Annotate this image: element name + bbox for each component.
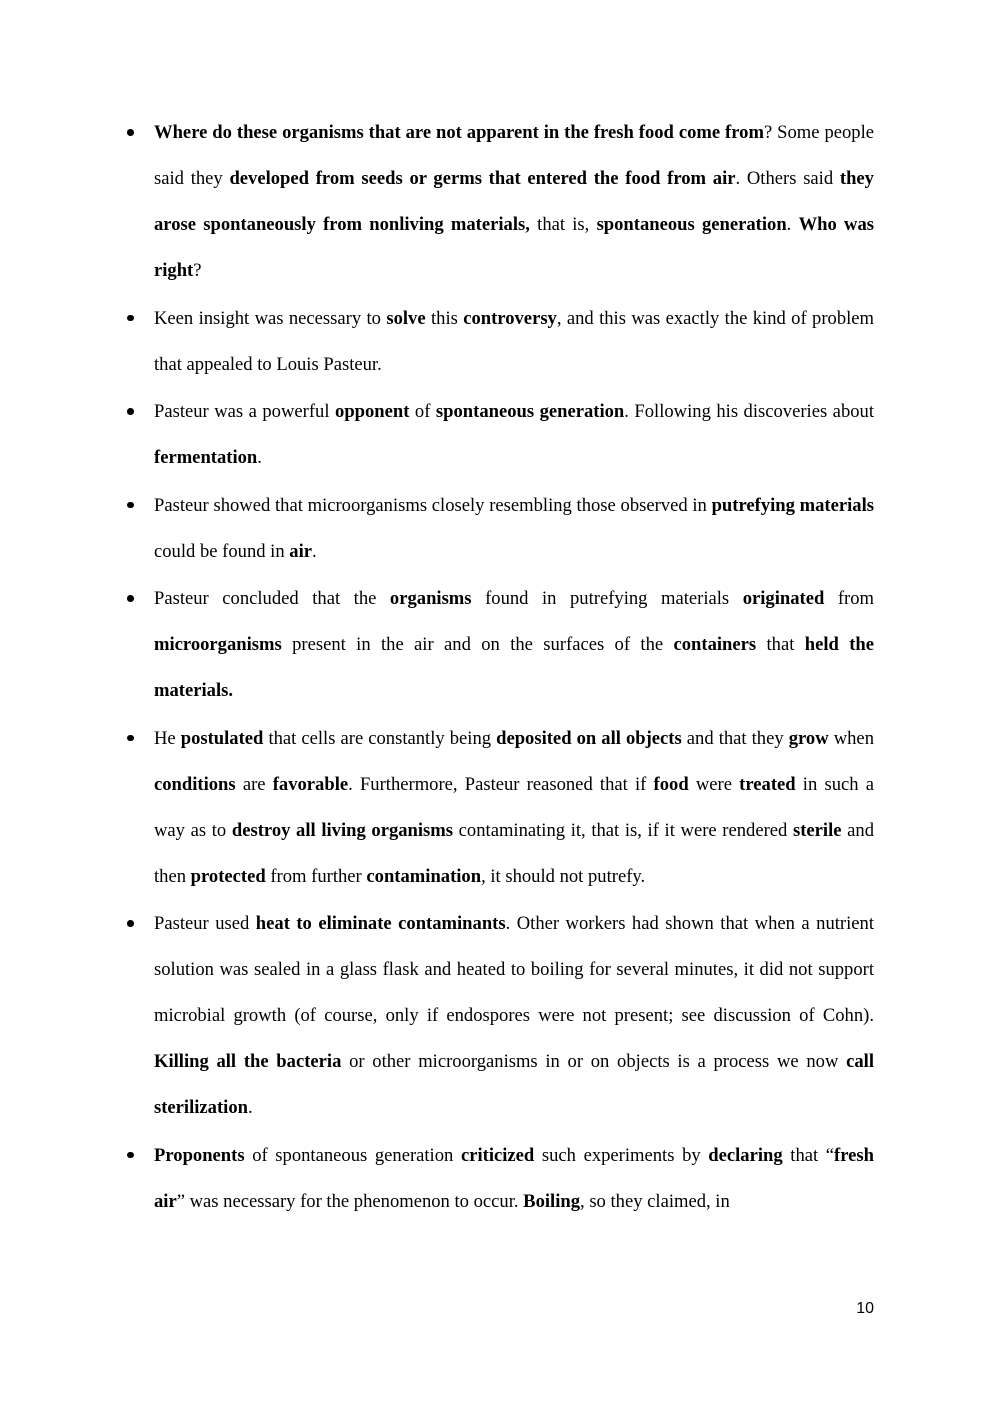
bold-text: criticized xyxy=(460,1144,535,1166)
body-text: He xyxy=(154,727,181,749)
bullet-item xyxy=(154,576,874,714)
bullet-dot-icon xyxy=(127,901,139,947)
body-text: of xyxy=(409,401,436,422)
body-text: ? xyxy=(193,260,202,281)
body-text: in such a way as to xyxy=(154,773,874,841)
bold-text: spontaneous generation xyxy=(435,401,625,422)
bold-text: favorable xyxy=(272,773,349,795)
body-text: Pasteur concluded that the xyxy=(154,588,390,609)
body-text: could be found in xyxy=(154,540,290,562)
body-text: present in the air and on the surfaces of the xyxy=(281,634,674,655)
bullet-item xyxy=(154,296,874,388)
body-text: . Furthermore, Pasteur reasoned that if xyxy=(348,773,654,795)
body-text: found in putrefying materials xyxy=(471,588,743,609)
bold-text: Who was right xyxy=(154,214,874,281)
page-number: 10 xyxy=(856,1300,874,1317)
body-text: . xyxy=(247,1097,253,1118)
bold-text: postulated xyxy=(180,727,264,749)
body-text: , it should not putrefy. xyxy=(481,865,646,887)
body-text: such experiments by xyxy=(534,1144,709,1166)
bullet-dot-icon xyxy=(127,296,139,342)
bold-text: conditions xyxy=(154,773,236,795)
bold-text: air xyxy=(289,540,313,562)
body-text: . xyxy=(312,540,317,562)
bullet-item xyxy=(154,110,874,294)
bold-text: treated xyxy=(739,773,796,795)
bold-text: destroy all living organisms xyxy=(231,819,454,841)
bold-text: food xyxy=(653,773,689,795)
bold-text: fermentation xyxy=(154,447,258,468)
body-text: . Other workers had shown that when a nutrient solution was sealed in a glass flask and heated to boiling for several minutes, it did not support microbial growth (of course, only if endospores were not present; see discussion of Cohn). xyxy=(154,913,874,1026)
bold-text: deposited on all objects xyxy=(496,727,682,749)
body-text: that xyxy=(756,634,805,655)
bold-text: contamination xyxy=(366,865,482,887)
bold-text: sterile xyxy=(792,819,842,841)
body-text: Pasteur used xyxy=(154,913,256,934)
bold-text: grow xyxy=(788,727,829,749)
bullet-item xyxy=(154,389,874,481)
bold-text: developed from seeds or germs that entered the food from air xyxy=(229,168,736,189)
body-text: of spontaneous generation xyxy=(244,1144,461,1166)
body-text: were xyxy=(688,773,740,795)
bold-text: solve xyxy=(386,307,426,329)
body-text: . Others said xyxy=(735,168,840,189)
body-text: Pasteur showed that microorganisms closely resembling those observed in xyxy=(154,494,712,516)
body-text: that cells are constantly being xyxy=(263,727,497,749)
bullet-dot-icon xyxy=(127,716,139,762)
bold-text: Boiling xyxy=(523,1190,581,1212)
bold-text: call sterilization xyxy=(154,1051,874,1118)
bold-text: heat to eliminate contaminants xyxy=(255,913,506,934)
bold-text: they arose spontaneously from nonliving materials, xyxy=(154,168,874,235)
body-text: and then xyxy=(154,819,875,887)
body-text: . Following his discoveries about xyxy=(624,401,874,422)
bullet-item xyxy=(154,483,874,575)
bullet-dot-icon xyxy=(127,1133,139,1179)
body-text: ? Some people said they xyxy=(154,122,875,189)
bullet-item xyxy=(154,901,874,1131)
body-text: . xyxy=(786,214,799,235)
body-text: and that they xyxy=(681,727,789,749)
bold-text: organisms xyxy=(389,588,472,609)
body-text: contaminating it, that is, if it were rendered xyxy=(453,819,793,841)
bold-text: fresh air xyxy=(154,1144,874,1212)
body-text: ” was necessary for the phenomenon to occur. xyxy=(176,1190,524,1212)
body-text: , so they claimed, in xyxy=(580,1190,730,1212)
bold-text: opponent xyxy=(335,401,410,422)
body-text: when xyxy=(828,727,874,749)
bold-text: held the materials. xyxy=(154,634,874,701)
body-text: that is, xyxy=(529,214,597,235)
bold-text: declaring xyxy=(708,1144,783,1166)
bullet-item xyxy=(154,716,874,900)
body-text: that “ xyxy=(782,1144,835,1166)
body-text: , and this was exactly the kind of problem that appealed to Louis Pasteur. xyxy=(154,307,874,375)
bold-text: microorganisms xyxy=(154,634,282,655)
bold-text: Killing all the bacteria xyxy=(154,1051,342,1072)
bullet-list xyxy=(154,110,874,1226)
bold-text: originated xyxy=(742,588,825,609)
body-text: . xyxy=(257,447,262,468)
body-text: from further xyxy=(265,865,367,887)
bold-text: Where do these organisms that are not apparent in the fresh food come from xyxy=(154,122,764,143)
body-text: Pasteur was a powerful xyxy=(154,401,336,422)
body-text: from xyxy=(824,588,874,609)
bullet-dot-icon xyxy=(127,483,139,529)
body-text: Keen insight was necessary to xyxy=(154,307,387,329)
bullet-dot-icon xyxy=(127,389,139,435)
bold-text: spontaneous generation xyxy=(596,214,787,235)
bullet-item xyxy=(154,1133,874,1225)
bullet-dot-icon xyxy=(127,576,139,622)
body-text: this xyxy=(425,307,464,329)
bold-text: protected xyxy=(190,865,266,887)
bullet-dot-icon xyxy=(127,110,139,156)
bold-text: Proponents xyxy=(154,1144,245,1166)
body-text: or other microorganisms in or on objects is a process we now xyxy=(341,1051,847,1072)
bold-text: containers xyxy=(673,634,757,655)
body-text: are xyxy=(235,773,273,795)
bold-text: putrefying materials xyxy=(711,494,874,516)
bold-text: controversy xyxy=(463,307,557,329)
